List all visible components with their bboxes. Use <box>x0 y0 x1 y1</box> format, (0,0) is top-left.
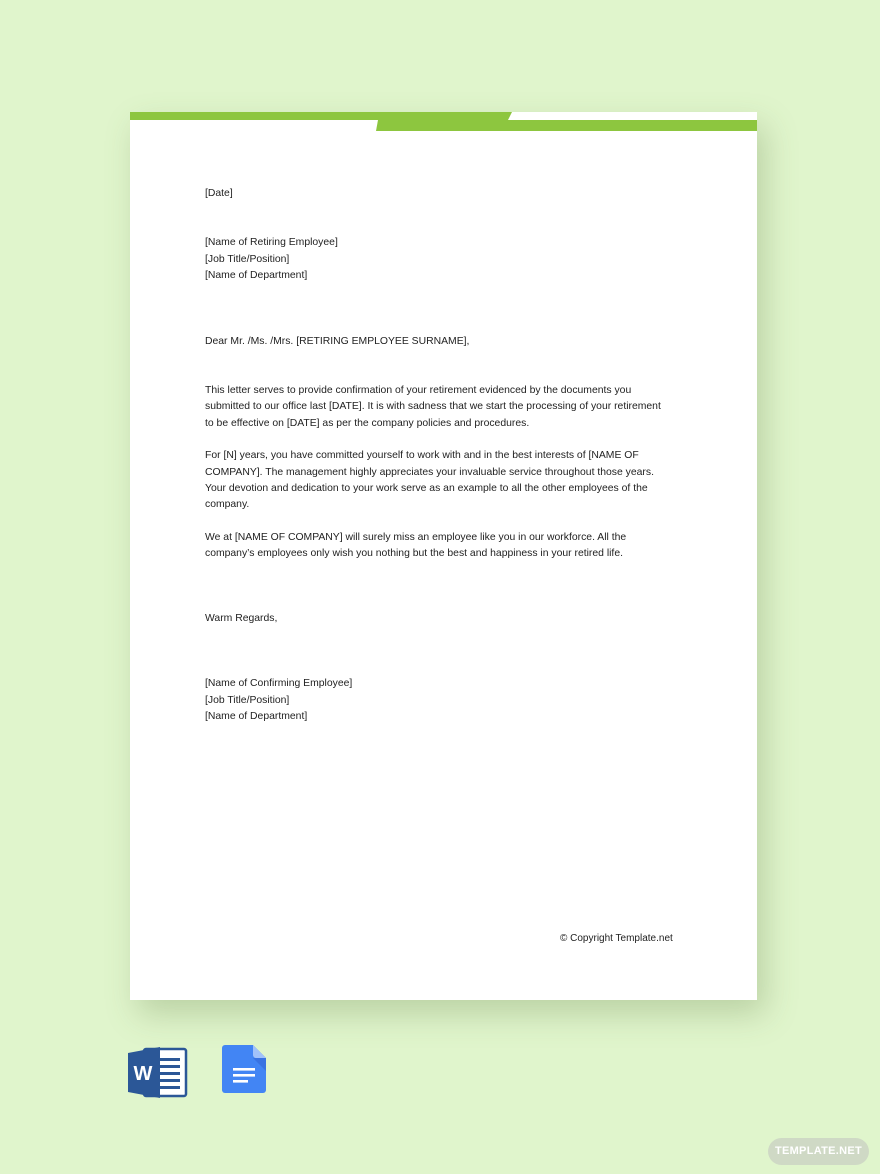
paragraph-line: For [N] years, you have committed yourself to work with and in the best interests of [NAME OF <box>205 450 639 462</box>
header-accent-band <box>130 112 757 132</box>
recipient-department: [Name of Department] <box>205 270 308 282</box>
closing: Warm Regards, <box>205 612 278 624</box>
paragraph-line: We at [NAME OF COMPANY] will surely miss an employee like you in our workforce. All the <box>205 531 627 543</box>
signature-title: [Job Title/Position] <box>205 694 290 706</box>
google-docs-icon[interactable] <box>222 1045 266 1093</box>
recipient-block <box>205 235 685 284</box>
accent-band-left <box>130 112 512 120</box>
paragraph-line: COMPANY]. The management highly appreciates your invaluable service throughout those years. <box>205 466 654 478</box>
signature-name: [Name of Confirming Employee] <box>205 678 353 690</box>
copyright-notice: © Copyright Template.net <box>560 933 673 944</box>
paragraph-3 <box>205 530 685 563</box>
microsoft-word-icon[interactable] <box>128 1046 188 1099</box>
paragraph-line: company’s employees only wish you nothing but the best and happiness in your retired life. <box>205 548 623 560</box>
recipient-name: [Name of Retiring Employee] <box>205 237 338 249</box>
recipient-title: [Job Title/Position] <box>205 253 290 265</box>
salutation: Dear Mr. /Ms. /Mrs. [RETIRING EMPLOYEE SURNAME], <box>205 335 470 347</box>
word-icon-letter: W <box>133 1063 153 1085</box>
paragraph-line: submitted to our office last [DATE]. It is with sadness that we start the processing of your retirement <box>205 401 661 413</box>
paragraph-2 <box>205 448 685 514</box>
template-net-watermark: TEMPLATE.NET <box>768 1138 869 1165</box>
paragraph-line: company. <box>205 499 250 511</box>
letter-date: [Date] <box>205 188 233 199</box>
paragraph-line: Your devotion and dedication to your work serve as an example to all the other employees of the <box>205 483 648 495</box>
signature-department: [Name of Department] <box>205 710 308 722</box>
signature-block <box>205 676 685 725</box>
paragraph-line: to be effective on [DATE] as per the company policies and procedures. <box>205 417 530 429</box>
letter-body <box>205 186 685 725</box>
accent-band-right <box>376 120 757 131</box>
paragraph-line: This letter serves to provide confirmation of your retirement evidenced by the documents you <box>205 385 632 397</box>
document-page <box>130 112 757 1000</box>
paragraph-1 <box>205 383 685 432</box>
